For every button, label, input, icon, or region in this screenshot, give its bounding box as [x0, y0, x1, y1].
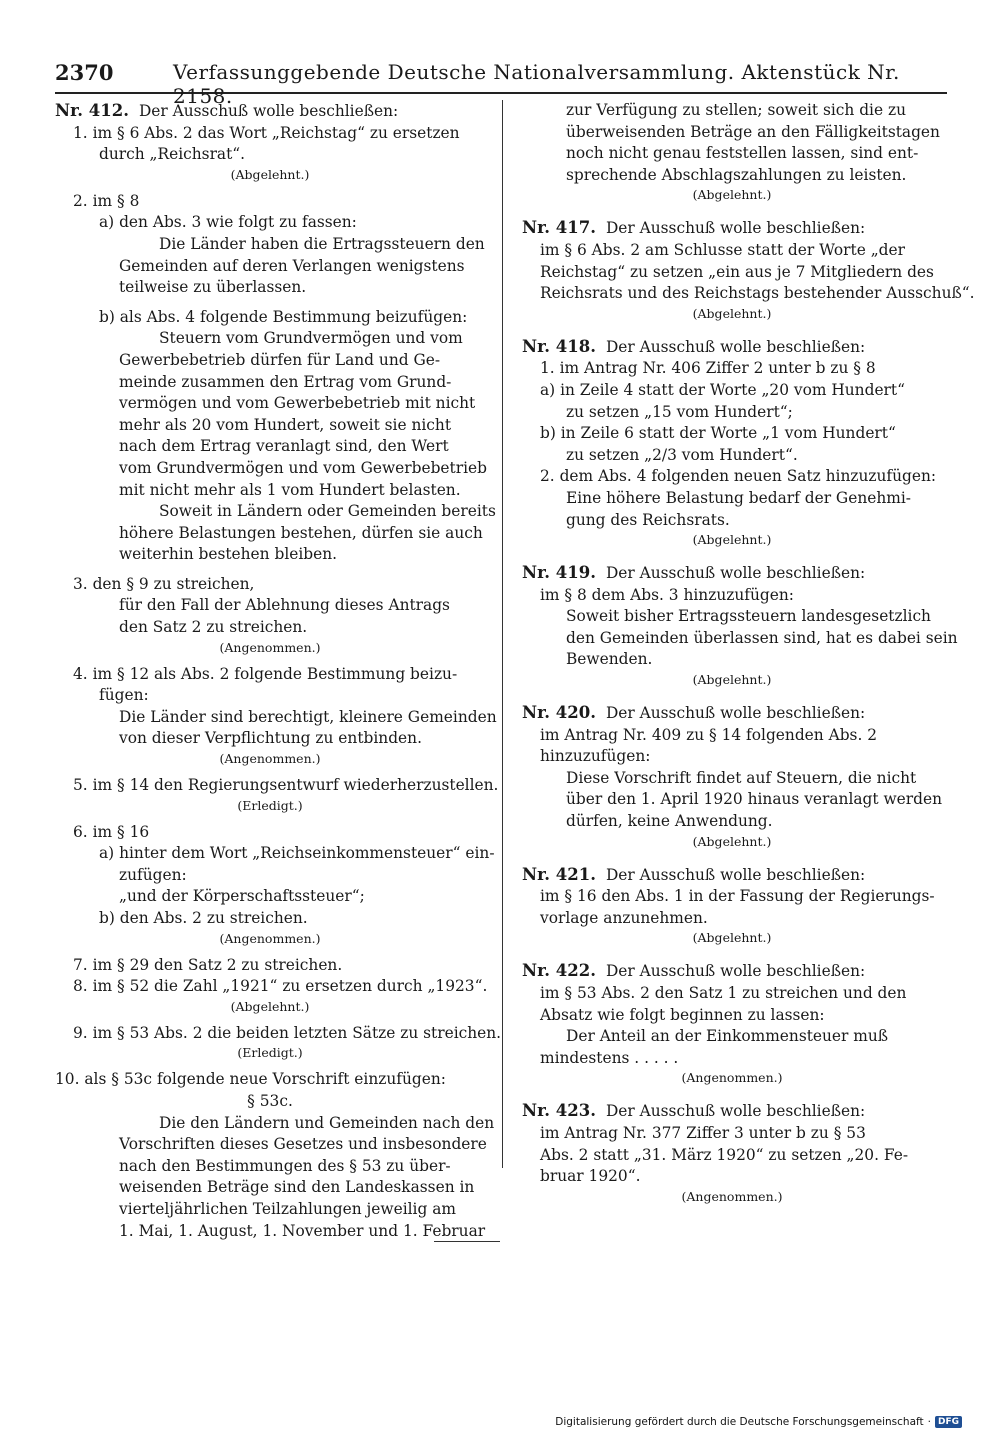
entry-number: Nr. 420. [522, 703, 596, 723]
item-10-text: vierteljährlichen Teilzahlungen jeweilig am [119, 1199, 456, 1218]
result-note: (Angenommen.) [219, 751, 321, 767]
entry-text: Reichstag“ zu setzen „ein aus je 7 Mitgliedern des [540, 262, 934, 281]
entry-intro: Der Ausschuß wolle beschließen: [605, 1102, 866, 1121]
entry-text: gung des Reichsrats. [566, 510, 730, 529]
section-heading: § 53c. [247, 1091, 293, 1110]
item-2b-text: Steuern vom Grundvermögen und vom [159, 329, 463, 348]
result-note: (Abgelehnt.) [692, 672, 772, 688]
result-note: (Erledigt.) [237, 1045, 303, 1061]
item-2b-text: nach dem Ertrag veranlagt sind, den Wert [119, 437, 449, 456]
entry-text: im Antrag Nr. 377 Ziffer 3 unter b zu § 53 [540, 1123, 866, 1142]
entry-nr-420 [522, 702, 942, 850]
page-number: 2370 [55, 60, 114, 85]
item-4-text: von dieser Verpflichtung zu entbinden. [119, 729, 422, 748]
left-column [55, 100, 502, 1256]
entry-nr-417 [522, 217, 975, 321]
result-note: (Angenommen.) [681, 1188, 783, 1204]
entry-number: Nr. 418. [522, 336, 596, 356]
item-9-line: 9. im § 53 Abs. 2 die beiden letzten Sätze zu streichen. [73, 1023, 502, 1042]
running-title: Verfassunggebende Deutsche Nationalversammlung. Aktenstück Nr. 2158. [173, 60, 900, 108]
result-note: (Abgelehnt.) [692, 930, 772, 946]
page-header [55, 58, 947, 108]
entry-nr-423 [522, 1100, 942, 1204]
item-10-text: 1. Mai, 1. August, 1. November und 1. Februar [119, 1221, 486, 1240]
entry-intro: Der Ausschuß wolle beschließen: [605, 219, 866, 238]
entry-nr-419 [522, 562, 958, 688]
entry-text: hinzuzufügen: [540, 747, 651, 766]
entry-nr-418 [522, 336, 942, 548]
continuation-text: überweisenden Beträge an den Fälligkeitstagen [566, 122, 940, 141]
item-6a-text: „und der Körperschaftssteuer“; [119, 887, 365, 906]
entry-nr-412 [55, 100, 502, 1242]
entry-text: bruar 1920“. [540, 1167, 641, 1186]
entry-intro: Der Ausschuß wolle beschließen: [605, 337, 866, 356]
result-note: (Erledigt.) [237, 797, 303, 813]
entry-text: Reichsrats und des Reichstags bestehender Ausschuß“. [540, 284, 975, 303]
item-4-line: fügen: [99, 686, 149, 705]
entry-continuation [522, 100, 942, 203]
item-2a-text: Die Länder haben die Ertragssteuern den [159, 234, 485, 253]
item-2b-line: b) als Abs. 4 folgende Bestimmung beizufügen: [99, 307, 468, 326]
result-note: (Abgelehnt.) [692, 187, 772, 203]
entry-text: im § 53 Abs. 2 den Satz 1 zu streichen und den [540, 984, 907, 1002]
entry-text: 1. im Antrag Nr. 406 Ziffer 2 unter b zu § 8 [540, 359, 876, 378]
entry-text: Diese Vorschrift findet auf Steuern, die nicht [566, 768, 917, 787]
entry-text: Der Anteil an der Einkommensteuer muß [566, 1027, 889, 1046]
result-note: (Angenommen.) [219, 930, 321, 946]
entry-text: Abs. 2 statt „31. März 1920“ zu setzen „20. Fe- [540, 1145, 909, 1164]
entry-text: Soweit bisher Ertragssteuern landesgesetzlich [566, 607, 931, 626]
item-2a-text: Gemeinden auf deren Verlangen wenigstens [119, 256, 465, 275]
item-2b-text: mit nicht mehr als 1 vom Hundert belasten. [119, 480, 461, 499]
entry-intro: Der Ausschuß wolle beschließen: [138, 102, 399, 120]
result-note: (Abgelehnt.) [692, 305, 772, 321]
item-2b-text: höhere Belastungen bestehen, dürfen sie auch [119, 523, 483, 542]
entry-text: zu setzen „15 vom Hundert“; [566, 402, 793, 421]
entry-number: Nr. 412. [55, 101, 129, 120]
item-2b-text: Soweit in Ländern oder Gemeinden bereits [159, 502, 496, 521]
entry-text: dürfen, keine Anwendung. [566, 812, 773, 831]
entry-text: mindestens . . . . . [540, 1048, 679, 1067]
entry-number: Nr. 417. [522, 218, 596, 238]
item-10-text: Vorschriften dieses Gesetzes und insbesondere [119, 1135, 487, 1154]
entry-text: Bewenden. [566, 650, 653, 669]
item-2a-text: teilweise zu überlassen. [119, 278, 307, 297]
continuation-text: zur Verfügung zu stellen; soweit sich die zu [566, 101, 906, 119]
footer: Digitalisierung gefördert durch die Deutsche Forschungsgemeinschaft · DFG [555, 1416, 962, 1428]
entry-nr-421 [522, 864, 942, 947]
item-2b-text: vom Grundvermögen und vom Gewerbebetrieb [119, 458, 487, 477]
entry-intro: Der Ausschuß wolle beschließen: [605, 962, 866, 981]
item-3-text: für den Fall der Ablehnung dieses Antrags [119, 596, 450, 615]
right-column [522, 100, 975, 1219]
item-4-line: 4. im § 12 als Abs. 2 folgende Bestimmung beizu- [73, 664, 458, 683]
item-1-line: durch „Reichsrat“. [99, 145, 246, 164]
entry-text: über den 1. April 1920 hinaus veranlagt werden [566, 790, 942, 809]
result-note: (Abgelehnt.) [230, 166, 310, 182]
result-note: (Angenommen.) [219, 639, 321, 655]
item-10-text: Die den Ländern und Gemeinden nach den [159, 1113, 495, 1132]
dfg-logo-icon: DFG [935, 1416, 962, 1428]
item-2b-text: mehr als 20 vom Hundert, soweit sie nicht [119, 415, 452, 434]
item-10-text: nach den Bestimmungen des § 53 zu über- [119, 1156, 451, 1175]
item-2b-text: vermögen und vom Gewerbebetrieb mit nicht [119, 394, 476, 413]
item-3-text: den Satz 2 zu streichen. [119, 618, 308, 637]
entry-text: Absatz wie folgt beginnen zu lassen: [540, 1005, 825, 1024]
entry-text: im Antrag Nr. 409 zu § 14 folgenden Abs. 2 [540, 725, 878, 744]
footer-credit: Digitalisierung gefördert durch die Deutsche Forschungsgemeinschaft [555, 1416, 924, 1428]
item-10-text: weisenden Beträge sind den Landeskassen in [119, 1178, 475, 1197]
entry-text: zu setzen „2/3 vom Hundert“. [566, 445, 798, 464]
entry-text: a) in Zeile 4 statt der Worte „20 vom Hundert“ [540, 380, 905, 399]
entry-number: Nr. 419. [522, 563, 596, 583]
item-6b-line: b) den Abs. 2 zu streichen. [99, 909, 308, 927]
item-8-line: 8. im § 52 die Zahl „1921“ zu ersetzen durch „1923“. [73, 977, 488, 996]
item-6a-line: a) hinter dem Wort „Reichseinkommensteuer“ ein- [99, 844, 495, 863]
result-note: (Abgelehnt.) [692, 532, 772, 548]
entry-text: im § 16 den Abs. 1 in der Fassung der Regierungs- [540, 887, 935, 906]
entry-text: im § 6 Abs. 2 am Schlusse statt der Worte „der [540, 240, 905, 259]
entry-text: Eine höhere Belastung bedarf der Genehmi- [566, 488, 911, 507]
item-2b-text: Gewerbebetrieb dürfen für Land und Ge- [119, 350, 441, 369]
item-10-line: 10. als § 53c folgende neue Vorschrift einzufügen: [55, 1070, 446, 1089]
entry-number: Nr. 421. [522, 864, 596, 884]
item-5-line: 5. im § 14 den Regierungsentwurf wiederherzustellen. [73, 776, 499, 795]
entry-intro: Der Ausschuß wolle beschließen: [605, 865, 866, 884]
entry-text: b) in Zeile 6 statt der Worte „1 vom Hundert“ [540, 424, 896, 443]
result-note: (Abgelehnt.) [692, 833, 772, 849]
item-2-line: 2. im § 8 [73, 191, 140, 210]
entry-intro: Der Ausschuß wolle beschließen: [605, 564, 866, 583]
item-7-line: 7. im § 29 den Satz 2 zu streichen. [73, 955, 343, 974]
entry-number: Nr. 423. [522, 1101, 596, 1121]
result-note: (Abgelehnt.) [230, 998, 310, 1014]
item-4-text: Die Länder sind berechtigt, kleinere Gemeinden [119, 707, 497, 726]
item-1-line: 1. im § 6 Abs. 2 das Wort „Reichstag“ zu ersetzen [73, 123, 460, 142]
entry-text: vorlage anzunehmen. [540, 908, 708, 927]
item-2b-text: weiterhin bestehen bleiben. [119, 545, 338, 564]
entry-nr-422 [522, 960, 942, 1086]
entry-text: 2. dem Abs. 4 folgenden neuen Satz hinzuzufügen: [540, 467, 937, 486]
entry-number: Nr. 422. [522, 961, 596, 981]
entry-intro: Der Ausschuß wolle beschließen: [605, 704, 866, 723]
entry-text: den Gemeinden überlassen sind, hat es dabei sein [566, 628, 958, 647]
continuation-text: sprechende Abschlagszahlungen zu leisten. [566, 165, 907, 184]
column-divider [502, 100, 503, 1168]
item-6-line: 6. im § 16 [73, 822, 150, 841]
item-6a-line: zufügen: [119, 865, 187, 884]
item-3-line: 3. den § 9 zu streichen, [73, 574, 255, 593]
result-note: (Angenommen.) [681, 1070, 783, 1086]
item-2b-text: meinde zusammen den Ertrag vom Grund- [119, 372, 452, 391]
continuation-text: noch nicht genau feststellen lassen, sind ent- [566, 144, 919, 163]
end-rule [434, 1241, 500, 1242]
item-2a-line: a) den Abs. 3 wie folgt zu fassen: [99, 213, 357, 232]
entry-text: im § 8 dem Abs. 3 hinzuzufügen: [540, 585, 794, 604]
